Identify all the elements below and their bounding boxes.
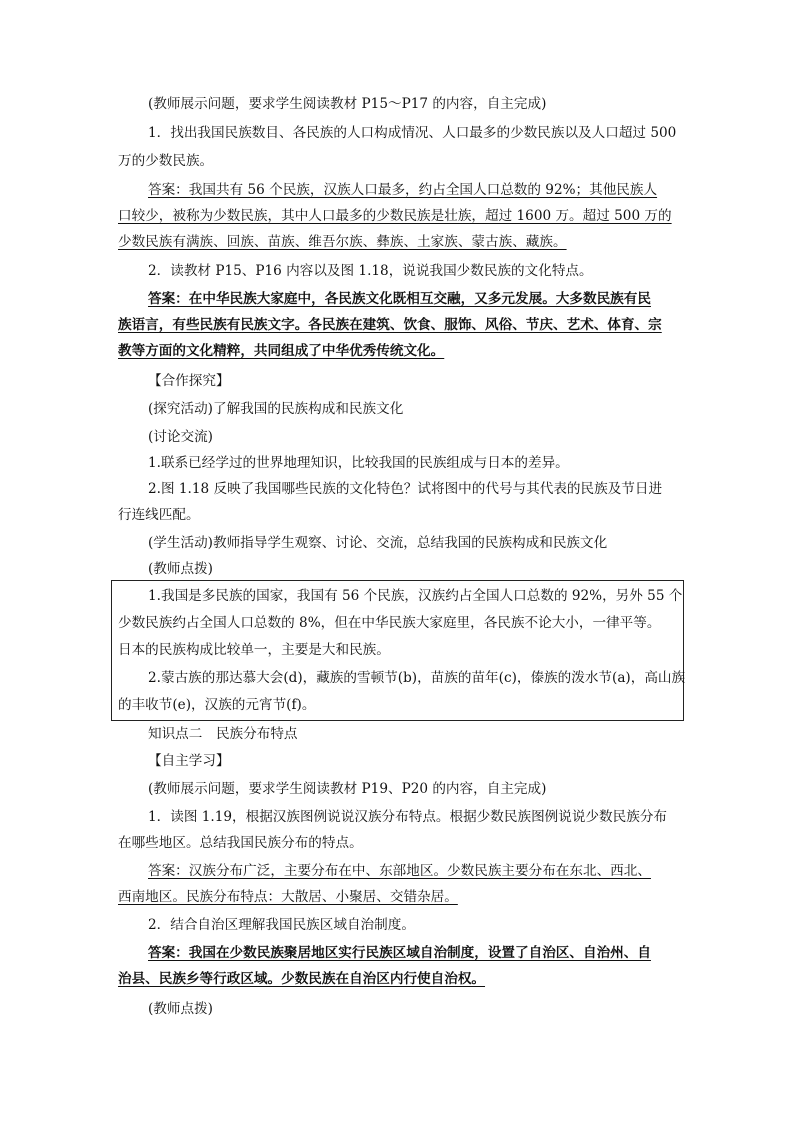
question-3: 1．读图 1.19，根据汉族图例说说汉族分布特点。根据少数民族图例说说少数民族分布 [148, 809, 668, 825]
student-activity-line: (学生活动)教师指导学生观察、讨论、交流，总结我国的民族构成和民族文化 [148, 535, 608, 551]
teacher-tip-label: (教师点拨) [148, 1001, 213, 1017]
tip-line: 1.我国是多民族的国家，我国有 56 个民族，汉族约占全国人口总数的 92%，另外 55 个 [148, 588, 683, 604]
question-1: 1．找出我国民族数目、各民族的人口构成情况、人口最多的少数民族以及人口超过 500 [148, 125, 677, 141]
teacher-tip-label: (教师点拨) [148, 561, 213, 577]
question-4: 2．结合自治区理解我国民族区域自治制度。 [148, 917, 415, 933]
instruction-line: (教师展示问题，要求学生阅读教材 P19、P20 的内容，自主完成) [148, 781, 547, 797]
self-study-heading: 【自主学习】 [148, 753, 230, 769]
section-heading: 【合作探究】 [148, 373, 230, 389]
answer-3-cont: 西南地区。民族分布特点：大散居、小聚居、交错杂居。 [118, 889, 458, 905]
tip-line: 日本的民族构成比较单一，主要是大和民族。 [118, 642, 390, 658]
discussion-item-1: 1.联系已经学过的世界地理知识，比较我国的民族组成与日本的差异。 [148, 455, 569, 471]
answer-4-cont: 治县、民族乡等行政区域。少数民族在自治区内行使自治权。 [118, 971, 486, 987]
question-1-cont: 万的少数民族。 [118, 153, 214, 169]
answer-2: 答案：在中华民族大家庭中，各民族文化既相互交融，又多元发展。大多数民族有民 [148, 291, 651, 307]
answer-3: 答案：汉族分布广泛，主要分布在中、东部地区。少数民族主要分布在东北、西北、 [148, 863, 651, 879]
discussion-item-2-cont: 行连线匹配。 [118, 507, 200, 523]
tip-line: 2.蒙古族的那达慕大会(d)，藏族的雪顿节(b)，苗族的苗年(c)，傣族的泼水节(a)，高山族 [148, 670, 686, 686]
question-3-cont: 在哪些地区。总结我国民族分布的特点。 [118, 835, 363, 851]
tip-line: 的丰收节(e)，汉族的元宵节(f)。 [118, 697, 316, 713]
activity-line: (探究活动)了解我国的民族构成和民族文化 [148, 401, 404, 417]
tip-line: 少数民族约占全国人口总数的 8%，但在中华民族大家庭里，各民族不论大小，一律平等。 [118, 615, 661, 631]
discussion-item-2: 2.图 1.18 反映了我国哪些民族的文化特色？试将图中的代号与其代表的民族及节日进 [148, 481, 663, 497]
discussion-line: (讨论交流) [148, 429, 213, 445]
answer-4: 答案：我国在少数民族聚居地区实行民族区域自治制度，设置了自治区、自治州、自 [148, 945, 651, 961]
answer-1-cont: 少数民族有满族、回族、苗族、维吾尔族、彝族、土家族、蒙古族、藏族。 [118, 234, 567, 250]
answer-2-cont: 族语言，有些民族有民族文字。各民族在建筑、饮食、服饰、风俗、节庆、艺术、体育、宗 [118, 317, 662, 333]
answer-1-cont: 口较少，被称为少数民族，其中人口最多的少数民族是壮族，超过 1600 万。超过 500 万的 [118, 208, 672, 224]
instruction-line: (教师展示问题，要求学生阅读教材 P15～P17 的内容，自主完成) [148, 96, 547, 112]
question-2: 2．读教材 P15、P16 内容以及图 1.18，说说我国少数民族的文化特点。 [148, 263, 593, 279]
answer-1: 答案：我国共有 56 个民族，汉族人口最多，约占全国人口总数的 92%；其他民族人 [148, 182, 658, 198]
answer-2-cont: 教等方面的文化精粹，共同组成了中华优秀传统文化。 [118, 343, 445, 359]
knowledge-point-title: 知识点二 民族分布特点 [148, 726, 298, 742]
